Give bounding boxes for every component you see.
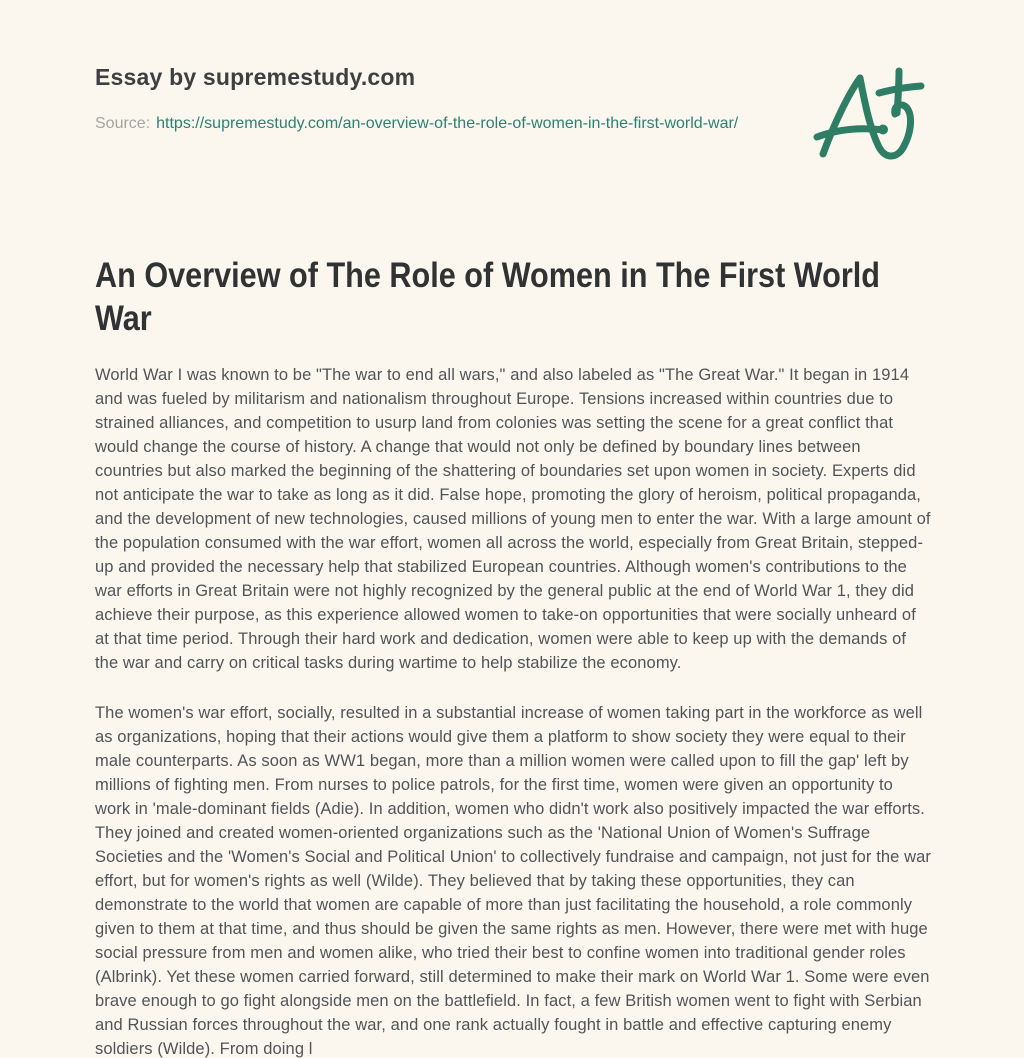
logo-a-left-leg — [823, 78, 860, 154]
logo-crossbar-blob — [878, 125, 888, 135]
source-label: Source: — [95, 115, 151, 132]
source-line — [95, 109, 757, 139]
logo-plus-horizontal — [879, 86, 921, 93]
essay-title: An Overview of The Role of Women in The First World War — [95, 256, 880, 338]
essay-paragraph-2: The women's war effort, socially, resulted in a substantial increase of women taking part in the workforce as well as organizations, hoping that their actions would give them a platform to show society they were equal to their male counterparts. As soon as WW1 began, more than a million women were called upon to fill the gap' left by millions of fighting men. From nurses to police patrols, for the first time, women were given an opportunity to work in 'male-dominant fields (Adie). In addition, women who didn't work also positively impacted the war efforts. They joined and created women-oriented organizations such as the 'National Union of Women's Suffrage Societies and the 'Women's Social and Political Union' to collectively fundraise and campaign, not just for the war effort, but for women's rights as well (Wilde). They believed that by taking these opportunities, they can demonstrate to the world that women are capable of more than just facilitating the household, a role commonly given to them at that time, and thus should be given the same rights as men. However, there were met with huge social pressure from men and women alike, who tried their best to confine women into traditional gender roles (Albrink). Yet these women carried forward, still determined to make their mark on World War 1. Some were even brave enough to go fight alongside men on the battlefield. In fact, a few British women went to fight with Serbian and Russian forces throughout the war, and one rank actually fought in battle and effective capturing enemy soldiers (Wilde). From doing l — [95, 704, 931, 1058]
essay-byline: Essay by supremestudy.com — [95, 64, 416, 90]
header — [95, 64, 930, 166]
header-text-block — [95, 64, 757, 139]
source-link[interactable]: https://supremestudy.com/an-overview-of-the-role-of-women-in-the-first-world-war/ — [156, 115, 739, 132]
a-plus-logo-icon — [810, 66, 930, 166]
a-plus-logo — [810, 66, 930, 166]
essay-paragraph-1: World War I was known to be "The war to end all wars," and also labeled as "The Great War." It began in 1914 and was fueled by militarism and nationalism throughout Europe. Tensions increased within countries due to strained alliances, and competition to usurp land from colonies was setting the scene for a great conflict that would change the course of history. A change that would not only be defined by boundary lines between countries but also marked the beginning of the shattering of boundaries set upon women in society. Experts did not anticipate the war to take as long as it did. False hope, promoting the glory of heroism, political propaganda, and the development of new technologies, caused millions of young men to enter the war. With a large amount of the population consumed with the war effort, women all across the world, especially from Great Britain, stepped-up and provided the necessary help that stabilized European countries. Although women's contributions to the war efforts in Great Britain were not highly recognized by the general public at the end of World War 1, they did achieve their purpose, as this experience allowed women to take-on opportunities that were socially unheard of at that time period. Through their hard work and dedication, women were able to keep up with the demands of the war and carry on critical tasks during wartime to help stabilize the economy. — [95, 366, 931, 672]
